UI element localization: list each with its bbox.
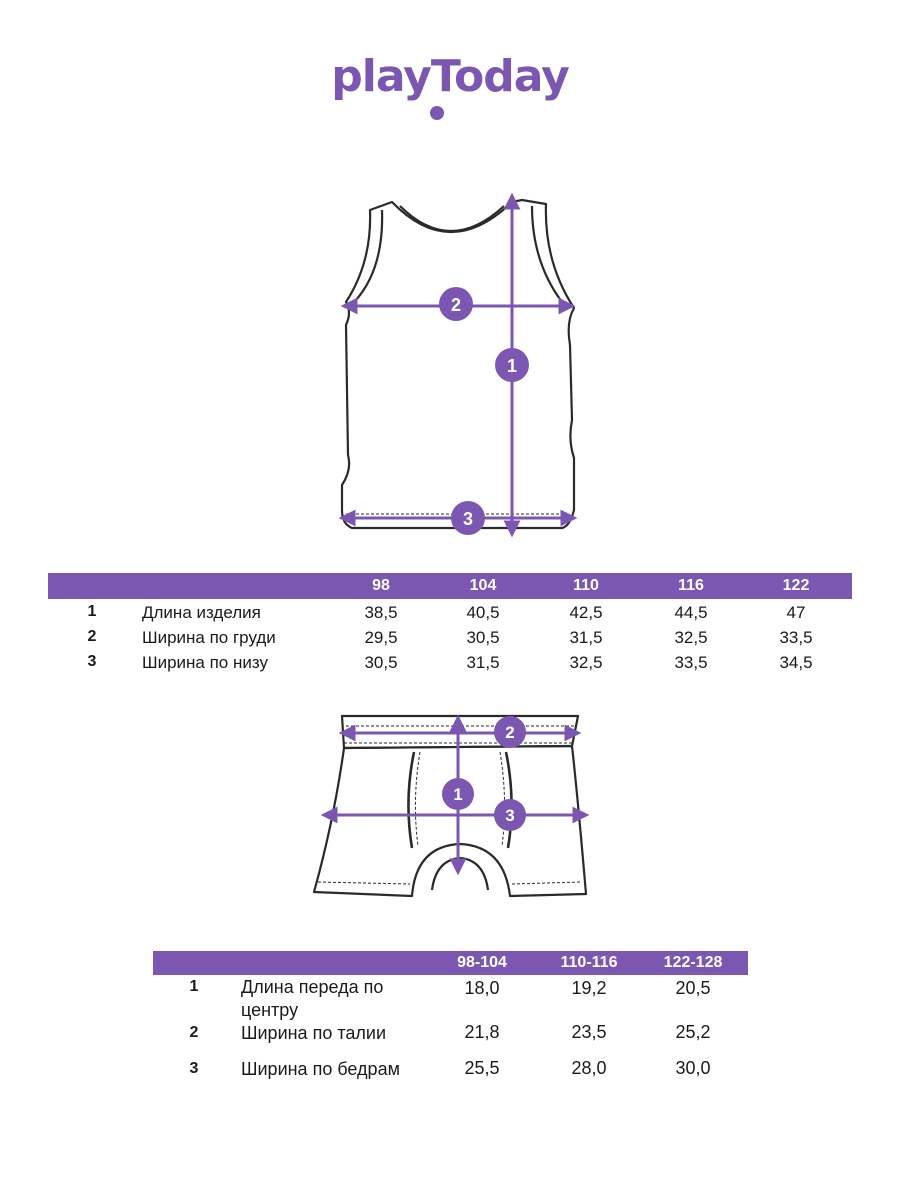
table1-cell: 31,5: [466, 653, 500, 672]
table2-cell: 28,0: [571, 1058, 607, 1078]
table1-cell: 44,5: [674, 603, 708, 622]
shorts-marker-3: 3: [505, 806, 515, 825]
table1-cell: 38,5: [364, 603, 398, 622]
table1-row-label: Длина изделия: [142, 603, 261, 622]
shorts-marker-2: 2: [505, 723, 515, 742]
table2-size-header: 110-116: [560, 954, 618, 971]
table1-size-header: 110: [573, 577, 599, 594]
table2-row-label: Длина переда по центру: [241, 977, 384, 1020]
table2-row-number: 2: [189, 1024, 199, 1041]
table1-row-label: Ширина по груди: [142, 628, 276, 647]
table2-cell: 25,5: [464, 1058, 500, 1078]
table1-row-number: 2: [87, 628, 97, 645]
tank-marker-1: 1: [506, 356, 518, 376]
table1-size-header: 98: [372, 577, 390, 594]
table1-cell: 33,5: [674, 653, 708, 672]
table1-row-number: 1: [87, 603, 97, 620]
table1-cell: 30,5: [364, 653, 398, 672]
table2-cell: 23,5: [571, 1022, 607, 1042]
table2-row-label: Ширина по талии: [241, 1023, 386, 1043]
brand-logo: playToday: [331, 51, 569, 102]
table2-cell: 18,0: [464, 978, 500, 998]
shorts-marker-1: 1: [453, 785, 463, 804]
table2-cell: 25,2: [675, 1022, 711, 1042]
tank-marker-3: 3: [462, 509, 474, 529]
table1-cell: 33,5: [779, 628, 813, 647]
table1-size-header: 104: [469, 577, 497, 594]
table1-cell: 42,5: [569, 603, 603, 622]
table1-size-header: 122: [782, 577, 810, 594]
table1-cell: 32,5: [674, 628, 708, 647]
table1-cell: 47: [786, 603, 806, 622]
table2-row-number: 1: [189, 978, 199, 995]
table1-cell: 34,5: [779, 653, 813, 672]
table1-cell: 31,5: [569, 628, 603, 647]
table1-cell: 32,5: [569, 653, 603, 672]
table2-size-header: 98-104: [457, 954, 507, 971]
table1-row-number: 3: [87, 653, 97, 670]
table2-row-label: Ширина по бедрам: [241, 1059, 400, 1079]
table2-cell: 30,0: [675, 1058, 711, 1078]
table2-cell: 20,5: [675, 978, 711, 998]
table2-cell: 19,2: [571, 978, 607, 998]
table1-cell: 30,5: [466, 628, 500, 647]
table1-cell: 40,5: [466, 603, 500, 622]
table1-row-label: Ширина по низу: [142, 653, 268, 672]
table1-size-header: 116: [678, 577, 704, 594]
tank-marker-2: 2: [450, 295, 462, 315]
table2-row-number: 3: [189, 1060, 199, 1077]
table1-cell: 29,5: [364, 628, 398, 647]
table2-size-header: 122-128: [663, 954, 723, 971]
table2-cell: 21,8: [464, 1022, 500, 1042]
